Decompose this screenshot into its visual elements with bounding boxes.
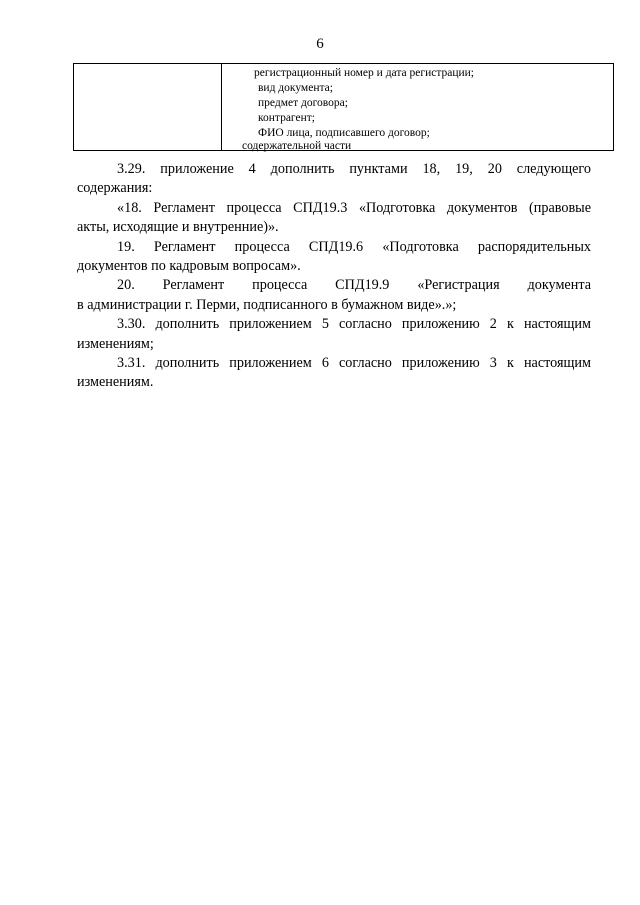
- table-line-content-part: содержательной части: [242, 140, 352, 152]
- table-line-reg-number: регистрационный номер и дата регистрации;: [254, 67, 475, 79]
- paragraph-3-29-line-2: содержания:: [77, 180, 153, 197]
- page-number: 6: [316, 36, 324, 52]
- paragraph-19-line-1: 19. Регламент процесса СПД19.6 «Подготовка распорядительных: [117, 238, 591, 255]
- document-table-fragment: [73, 63, 614, 151]
- paragraph-3-31-line-2: изменениям.: [77, 374, 154, 391]
- paragraph-18-line-2: акты, исходящие и внутренние)».: [77, 219, 279, 236]
- paragraph-3-30-line-1: 3.30. дополнить приложением 5 согласно приложению 2 к настоящим: [117, 316, 591, 333]
- paragraph-18-line-1: «18. Регламент процесса СПД19.3 «Подготовка документов (правовые: [117, 199, 591, 216]
- table-cell-right: [222, 64, 613, 150]
- paragraph-19-line-2: документов по кадровым вопросам».: [77, 258, 301, 275]
- table-line-contract-subject: предмет договора;: [258, 97, 348, 109]
- paragraph-20-line-1: 20. Регламент процесса СПД19.9 «Регистрация документа: [117, 277, 591, 294]
- table-line-doc-type: вид документа;: [258, 82, 333, 94]
- table-line-counterparty: контрагент;: [258, 112, 315, 124]
- paragraph-20-line-2: в администрации г. Перми, подписанного в бумажном виде».»;: [77, 296, 457, 313]
- paragraph-3-29-line-1: 3.29. приложение 4 дополнить пунктами 18, 19, 20 следующего: [117, 161, 591, 177]
- table-cell-left-empty: [74, 64, 222, 150]
- amendment-text: [77, 160, 591, 393]
- table-line-signer-name: ФИО лица, подписавшего договор;: [258, 127, 430, 139]
- paragraph-3-30-line-2: изменениям;: [77, 335, 154, 352]
- paragraph-3-31-line-1: 3.31. дополнить приложением 6 согласно приложению 3 к настоящим: [117, 355, 591, 372]
